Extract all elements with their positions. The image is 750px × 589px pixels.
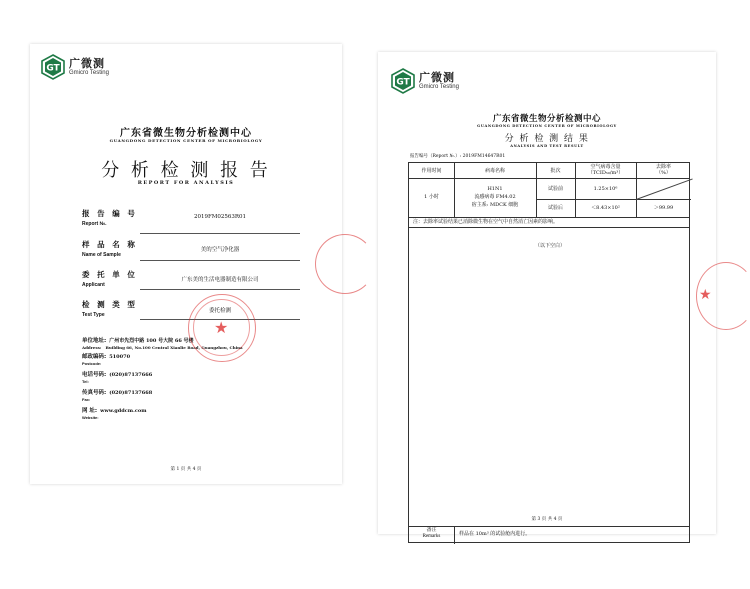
logo-chinese-name: 广微测 <box>69 56 105 70</box>
field-report-no-value: 2019FM02563R01 <box>193 214 247 220</box>
report-result-page <box>378 52 716 539</box>
result-title-en: ANALYSIS AND TEST RESULT <box>510 144 584 148</box>
cell-batch-after: 试验后 <box>547 205 563 211</box>
divider <box>140 233 300 234</box>
page-number: 第 3 页 共 4 页 <box>531 517 563 522</box>
svg-text:GT: GT <box>46 63 60 74</box>
cell-time: 1 小时 <box>424 194 439 200</box>
divider <box>140 289 300 290</box>
contact-tel: 电话号码: (020)87137666 Tel: <box>82 372 153 384</box>
field-sample-name-value: 美的空气净化器 <box>200 247 240 253</box>
page-number: 第 1 页 共 4 页 <box>170 467 202 472</box>
contact-website: 网 址: www.gddcm.com Website: <box>82 408 147 420</box>
svg-text:GT: GT <box>396 77 410 88</box>
logo-chinese-name: 广微测 <box>419 70 455 84</box>
results-table <box>408 162 690 543</box>
remark-label-en: Remarks <box>422 534 441 539</box>
center-name-en: GUANGDONG DETECTION CENTER OF MICROBIOLOGY <box>109 138 263 143</box>
center-name-cn: 广东省微生物分析检测中心 <box>120 128 252 139</box>
field-applicant-value: 广东美的生活电器制造有限公司 <box>181 277 259 283</box>
header-time: 作用时间 <box>421 168 442 174</box>
report-title-cn: 分 析 检 测 报 告 <box>101 160 271 181</box>
field-report-no-label: 报 告 编 号 Report №. <box>82 209 138 227</box>
seal-star-icon: ★ <box>214 318 229 337</box>
contact-address: 单位地址: 广州市先烈中路 100 号大院 66 号楼 Address: Building 66, No.100 Central Xianlie Road, Guangzhou, China <box>82 338 243 350</box>
center-name-en: GUANGDONG DETECTION CENTER OF MICROBIOLOGY <box>477 124 617 128</box>
report-cover-page <box>30 44 342 484</box>
field-test-type-label: 检 测 类 型 Test Type <box>82 300 138 318</box>
gt-logo-icon <box>390 68 416 94</box>
edge-seal-stamp <box>315 234 375 294</box>
seal-star-icon: ★ <box>699 287 712 303</box>
remark-value: 样品在 10m³ 的试验舱内进行。 <box>459 531 531 537</box>
cell-batch-before: 试验前 <box>547 186 563 192</box>
field-test-type-value: 委托检测 <box>208 308 231 314</box>
header-content: 空气病毒含量 （TCID₅₀/m³） <box>587 164 624 176</box>
field-applicant-label: 委 托 单 位 Applicant <box>82 270 138 288</box>
divider <box>140 260 300 261</box>
center-name-cn: 广东省微生物分析检测中心 <box>492 114 601 124</box>
field-sample-name-label: 样 品 名 称 Name of Sample <box>82 240 138 258</box>
logo-english-name: Gmicro Testing <box>69 69 109 76</box>
header-virus: 病毒名称 <box>484 168 505 174</box>
table-note: 注：去除率试验结果已消除微生物在空气中自然消亡因素的影响。 <box>413 219 559 225</box>
cell-rate-after: ＞99.99 <box>653 205 674 211</box>
logo-english-name: Gmicro Testing <box>419 83 459 90</box>
cell-virus-2: 流感病毒 FM4.02 <box>474 194 516 200</box>
blank-marker: （以下空白） <box>534 243 565 249</box>
cell-content-before: 1.25×10⁶ <box>593 186 618 192</box>
report-title-en: REPORT FOR ANALYSIS <box>137 180 235 186</box>
cell-content-after: ＜8.43×10² <box>591 205 620 211</box>
header-batch: 批次 <box>550 168 561 174</box>
remark-label-cn: 备注 <box>426 527 437 533</box>
cell-virus-3: 宿主系: MDCK 细胞 <box>471 202 519 208</box>
gt-logo-icon <box>40 54 66 80</box>
contact-postcode: 邮政编码: 510070 Postcode: <box>82 354 131 366</box>
result-title-cn: 分 析 检 测 结 果 <box>504 134 590 144</box>
cell-virus-1: H1N1 <box>487 186 503 192</box>
edge-seal-stamp <box>696 262 750 330</box>
gmicro-logo <box>390 68 459 94</box>
header-rate: 去除率 （%） <box>655 164 671 176</box>
official-seal-stamp <box>188 294 256 362</box>
gmicro-logo <box>40 54 109 80</box>
report-number: 报告编号（Report №.）: 2019FM14647R01 <box>410 154 506 159</box>
contact-fax: 传真号码: (020)87137668 Fax: <box>82 390 153 402</box>
